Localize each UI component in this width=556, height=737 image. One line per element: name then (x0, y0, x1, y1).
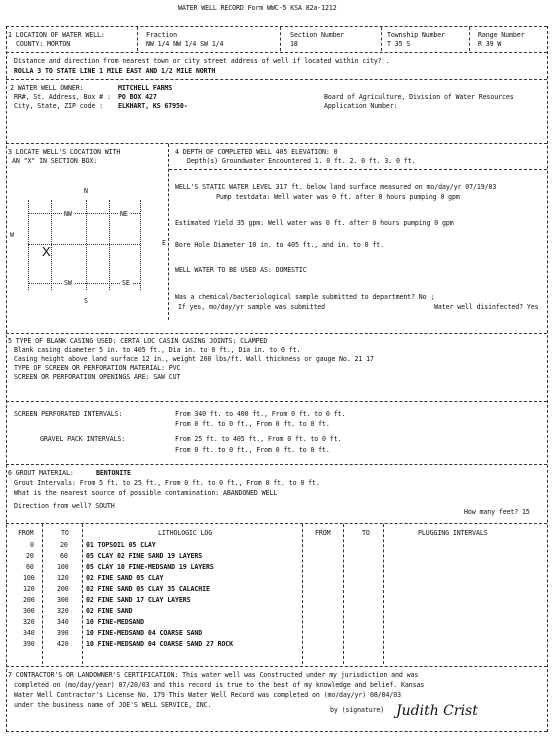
certification-line-1: 7 CONTRACTOR'S OR LANDOWNER'S CERTIFICATION: This water well was Constructed under my jurisdiction and was (8, 671, 419, 679)
well-disinfected: Water well disinfected? Yes (434, 303, 539, 311)
fraction-label: Fraction (146, 31, 177, 39)
screen-interval-1: From 340 ft. to 400 ft., From 0 ft. to 0 ft. (175, 410, 346, 418)
divider (280, 27, 281, 51)
screen-intervals-label: SCREEN PERFORATED INTERVALS: (14, 410, 123, 418)
divider (6, 401, 547, 402)
log-to: 120 (57, 574, 69, 582)
log-header-to: TO (61, 529, 69, 537)
gravel-interval-1: From 25 ft. to 405 ft., From 0 ft. to 0 ft. (175, 435, 342, 443)
chem-sample-date: If yes, mo/day/yr sample was submitted (178, 303, 326, 311)
screen-interval-2: From 0 ft. to 0 ft., From 0 ft. to 0 ft. (175, 420, 330, 428)
water-use: WELL WATER TO BE USED AS: DOMESTIC (175, 266, 307, 274)
quadrant-ne: NE (120, 210, 128, 218)
location-label: 1 LOCATION OF WATER WELL: (8, 31, 105, 39)
divider (6, 143, 547, 144)
log-to: 300 (57, 596, 69, 604)
address-value: PO BOX 427 (118, 93, 157, 101)
log-to: 100 (57, 563, 69, 571)
how-many-feet: How many feet? 15 (464, 508, 530, 516)
direction-from-well: Direction from well? SOUTH (14, 502, 115, 510)
divider (82, 524, 83, 664)
divider (343, 524, 344, 664)
plug-header-from: FROM (315, 529, 331, 537)
log-description: 10 FINE-MEDSAND 04 COARSE SAND 27 ROCK (86, 640, 234, 648)
frame-left (6, 26, 7, 732)
frame-right (547, 26, 548, 732)
log-to: 420 (57, 640, 69, 648)
quadrant-nw: NW (64, 210, 72, 218)
township-label: Township Number (387, 31, 446, 39)
county-label: COUNTY: MORTON (16, 40, 71, 48)
log-from: 60 (26, 563, 34, 571)
screen-material: TYPE OF SCREEN OR PERFORATION MATERIAL: PVC (14, 364, 181, 372)
divider (6, 464, 547, 465)
divider (6, 666, 547, 667)
certification-line-2: completed on (mo/day/year) 07/20/03 and this record is true to the best of my knowledge and belief. Kansas (14, 681, 425, 689)
compass-s: S (84, 297, 88, 305)
log-description: 05 CLAY 02 FINE SAND 19 LAYERS (86, 552, 203, 560)
divider (383, 524, 384, 664)
certification-line-3: Water Well Contractor's License No. 179 This Water Well Record was completed on (mo/day/yr) 08/04/03 (14, 691, 401, 699)
log-from: 0 (30, 541, 34, 549)
groundwater-depths: Depth(s) Groundwater Encountered 1. 0 ft. 2. 0 ft. 3. 0 ft. (187, 157, 416, 165)
compass-w: W (10, 231, 14, 239)
compass-e: E (162, 239, 166, 247)
casing-type: 5 TYPE OF BLANK CASING USED: CERTA LOC CASIN CASING JOINTS: CLAMPED (8, 337, 268, 345)
log-header-lithologic: LITHOLOGIC LOG (158, 529, 213, 537)
form-header: WATER WELL RECORD Form WWC-5 KSA 82a-1212 (178, 4, 337, 12)
well-location-x: X (42, 244, 51, 259)
log-from: 200 (23, 596, 35, 604)
screen-openings: SCREEN OR PERFORATION OPENINGS ARE: SAW CUT (14, 373, 181, 381)
quadrant-sw: SW (64, 279, 72, 287)
owner-name: MITCHELL FARMS (118, 84, 173, 92)
directions-label: Distance and direction from nearest town or city street address of well if located within city? . (14, 57, 390, 65)
divider (381, 27, 382, 51)
log-to: 60 (60, 552, 68, 560)
log-from: 120 (23, 585, 35, 593)
divider (6, 26, 547, 27)
divider (302, 524, 303, 664)
log-from: 100 (23, 574, 35, 582)
city-label: City, State, ZIP code : (14, 102, 104, 110)
divider (42, 524, 43, 664)
address-label: RR#, St. Address, Box # : (14, 93, 111, 101)
signature-label: by (signature) (330, 706, 385, 714)
range-value: R 39 W (478, 40, 502, 48)
directions-value: ROLLA 3 TO STATE LINE 1 MILE EAST AND 1/2 MILE NORTH (14, 67, 216, 75)
log-description: 02 FINE SAND 05 CLAY 35 CALACHIE (86, 585, 210, 593)
fraction-value: NW 1/4 NW 1/4 SW 1/4 (146, 40, 224, 48)
application-number-label: Application Number: (324, 102, 398, 110)
log-to: 200 (57, 585, 69, 593)
divider (6, 79, 547, 80)
divider (6, 52, 547, 53)
compass-n: N (84, 187, 88, 195)
grout-material-label: 6 GROUT MATERIAL: (8, 469, 74, 477)
estimated-yield: Estimated Yield 35 gpm: Well water was 0 ft. after 0 hours pumping 0 gpm (175, 219, 454, 227)
divider (169, 169, 547, 170)
static-water-level: WELL'S STATIC WATER LEVEL 317 ft. below land surface measured on mo/day/yr 07/19/03 (175, 183, 497, 191)
log-from: 300 (23, 607, 35, 615)
section-box-label: 3 LOCATE WELL'S LOCATION WITH (8, 148, 121, 156)
plug-header-intervals: PLUGGING INTERVALS (418, 529, 488, 537)
log-description: 10 FINE-MEDSAND (86, 618, 145, 626)
log-description: 01 TOPSOIL 05 CLAY (86, 541, 156, 549)
log-to: 390 (57, 629, 69, 637)
business-name: under the business name of JOE'S WELL SERVICE, INC. (14, 701, 212, 709)
board-text: Board of Agriculture, Division of Water Resources (324, 93, 514, 101)
log-to: 320 (57, 607, 69, 615)
depth-completed: 4 DEPTH OF COMPLETED WELL 405 ELEVATION: 0 (175, 148, 338, 156)
log-description: 10 FINE-MEDSAND 04 COARSE SAND (86, 629, 203, 637)
owner-label: 2 WATER WELL OWNER: (10, 84, 84, 92)
log-description: 02 FINE SAND 17 CLAY LAYERS (86, 596, 191, 604)
section-number-label: Section Number (290, 31, 345, 39)
log-description: 05 CLAY 10 FINE-MEDSAND 19 LAYERS (86, 563, 214, 571)
log-from: 390 (23, 640, 35, 648)
divider (469, 27, 470, 51)
gravel-intervals-label: GRAVEL PACK INTERVALS: (40, 435, 126, 443)
contamination-source: What is the nearest source of possible contamination: ABANDONED WELL (14, 489, 278, 497)
log-from: 20 (26, 552, 34, 560)
range-label: Range Number (478, 31, 525, 39)
divider (6, 731, 547, 732)
log-description: 02 FINE SAND 05 CLAY (86, 574, 164, 582)
pump-test-data: Pump testdata: Well water was 0 ft. after 0 hours pumping 0 gpm (216, 193, 460, 201)
divider (6, 333, 547, 334)
section-number-value: 18 (290, 40, 298, 48)
quadrant-se: SE (122, 279, 130, 287)
log-header-from: FROM (18, 529, 34, 537)
signature: Judith Crist (396, 703, 478, 719)
divider (6, 523, 547, 524)
divider (168, 144, 169, 320)
log-to: 340 (57, 618, 69, 626)
chem-sample-question: Was a chemical/bacteriological sample submitted to department? No ; (175, 293, 435, 301)
log-description: 02 FINE SAND (86, 607, 133, 615)
bore-hole-diameter: Bore Hole Diameter 10 in. to 405 ft., and in. to 0 ft. (175, 241, 384, 249)
grout-material-value: BENTONITE (96, 469, 131, 477)
gravel-interval-2: From 0 ft. to 0 ft., From 0 ft. to 0 ft. (175, 446, 330, 454)
township-value: T 35 S (387, 40, 411, 48)
section-box-label-2: AN "X" IN SECTION BOX: (12, 157, 98, 165)
grid-line (140, 200, 141, 290)
log-from: 340 (23, 629, 35, 637)
casing-diameter: Blank casing diameter 5 in. to 405 ft., Dia in. to 0 ft., Dia in. to 0 ft. (14, 346, 301, 354)
divider (137, 27, 138, 51)
casing-height: Casing height above land surface 12 in., weight 200 lbs/ft. Wall thickness or gauge No. 21 17 (14, 355, 374, 363)
plug-header-to: TO (362, 529, 370, 537)
grout-intervals: Grout Intervals: From 5 ft. to 25 ft., From 0 ft. to 0 ft., From 0 ft. to 0 ft. (14, 479, 320, 487)
city-value: ELKHART, KS 67950- (118, 102, 188, 110)
log-to: 20 (60, 541, 68, 549)
log-from: 320 (23, 618, 35, 626)
